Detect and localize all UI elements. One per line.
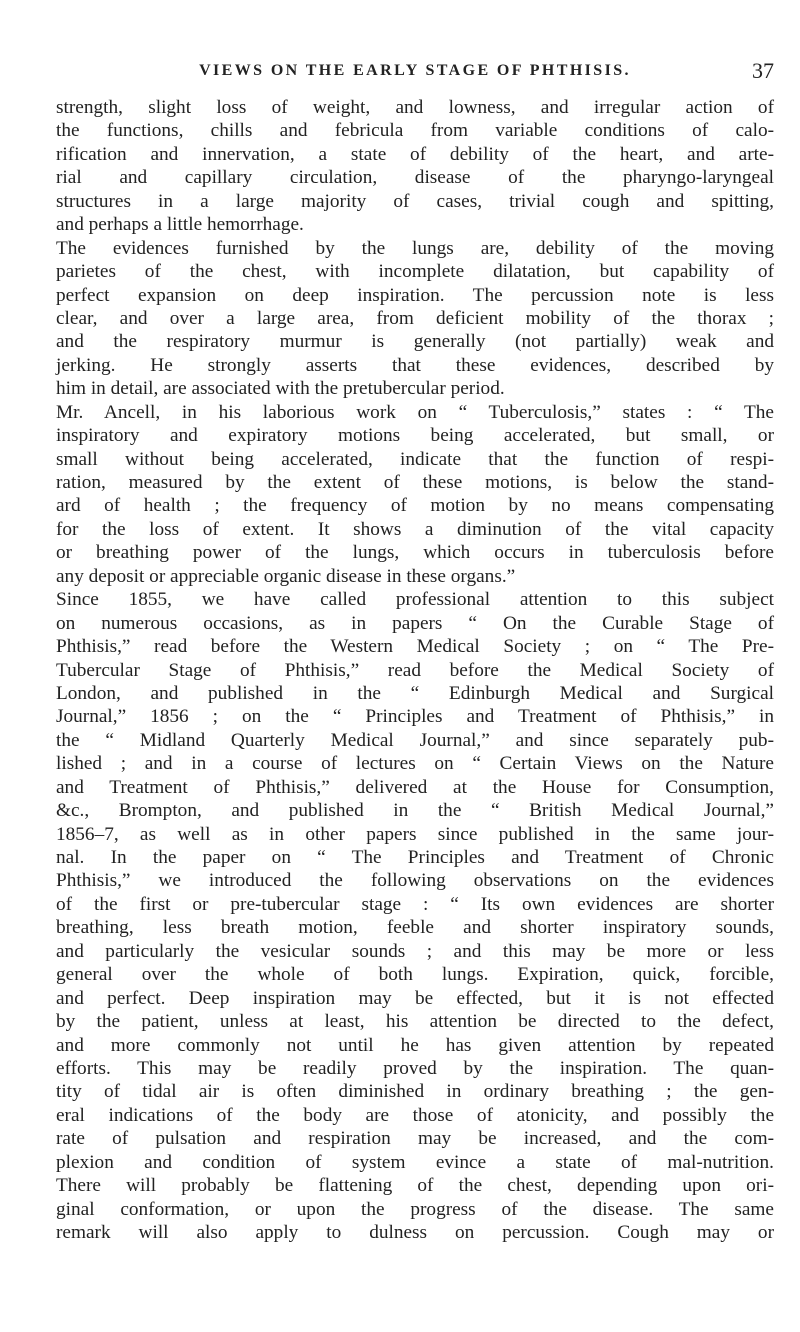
- running-head: VIEWS ON THE EARLY STAGE OF PHTHISIS.: [199, 62, 631, 79]
- text-line: Phthisis,” read before the Western Medical Society ; on “ The Pre-: [56, 636, 774, 658]
- text-line: rial and capillary circulation, disease of the pharyngo-laryngeal: [56, 167, 774, 189]
- text-line: parietes of the chest, with incomplete dilatation, but capability of: [56, 261, 774, 283]
- text-line: tity of tidal air is often diminished in ordinary breathing ; the gen-: [56, 1081, 774, 1103]
- text-line: and the respiratory murmur is generally (not partially) weak and: [56, 331, 774, 353]
- text-line: him in detail, are associated with the pretubercular period.: [56, 378, 505, 400]
- text-line: and perfect. Deep inspiration may be effected, but it is not effected: [56, 987, 774, 1009]
- text-line: structures in a large majority of cases, trivial cough and spitting,: [56, 190, 774, 212]
- text-line: small without being accelerated, indicate that the function of respi-: [56, 448, 774, 470]
- text-line: any deposit or appreciable organic disease in these organs.”: [56, 565, 516, 587]
- text-line: the “ Midland Quarterly Medical Journal,” and since separately pub-: [56, 729, 774, 751]
- text-line: inspiratory and expiratory motions being accelerated, but small, or: [56, 425, 774, 447]
- page-header: [56, 58, 774, 86]
- text-line: Mr. Ancell, in his laborious work on “ Tuberculosis,” states : “ The: [56, 401, 774, 423]
- text-line: jerking. He strongly asserts that these evidences, described by: [56, 354, 774, 376]
- text-line: by the patient, unless at least, his attention be directed to the defect,: [56, 1011, 774, 1033]
- page-number: 37: [752, 58, 774, 83]
- text-line: ginal conformation, or upon the progress of the disease. The same: [56, 1198, 774, 1220]
- text-line: efforts. This may be readily proved by the inspiration. The quan-: [56, 1057, 774, 1079]
- text-line: Phthisis,” we introduced the following observations on the evidences: [56, 870, 774, 892]
- text-line: Since 1855, we have called professional attention to this subject: [56, 589, 774, 611]
- text-line: on numerous occasions, as in papers “ On the Curable Stage of: [56, 612, 774, 634]
- text-line: eral indications of the body are those of atonicity, and possibly the: [56, 1104, 774, 1126]
- text-line: ard of health ; the frequency of motion by no means compensating: [56, 495, 774, 517]
- text-line: and particularly the vesicular sounds ; and this may be more or less: [56, 940, 774, 962]
- text-line: There will probably be flattening of the chest, depending upon ori-: [56, 1175, 774, 1197]
- text-line: and Treatment of Phthisis,” delivered at the House for Consumption,: [56, 776, 774, 798]
- body-text: [56, 96, 774, 1244]
- text-line: and perhaps a little hemorrhage.: [56, 214, 304, 236]
- text-line: rification and innervation, a state of debility of the heart, and arte-: [56, 143, 774, 165]
- text-line: and more commonly not until he has given attention by repeated: [56, 1034, 774, 1056]
- text-line: remark will also apply to dulness on percussion. Cough may or: [56, 1222, 774, 1243]
- text-line: clear, and over a large area, from deficient mobility of the thorax ;: [56, 307, 774, 329]
- text-line: Journal,” 1856 ; on the “ Principles and Treatment of Phthisis,” in: [56, 706, 774, 728]
- text-line: strength, slight loss of weight, and lowness, and irregular action of: [56, 97, 774, 118]
- text-line: ration, measured by the extent of these motions, is below the stand-: [56, 472, 774, 493]
- text-line: nal. In the paper on “ The Principles and Treatment of Chronic: [56, 847, 774, 868]
- text-line: Tubercular Stage of Phthisis,” read before the Medical Society of: [56, 659, 774, 681]
- text-line: for the loss of extent. It shows a diminution of the vital capacity: [56, 518, 774, 540]
- text-line: plexion and condition of system evince a state of mal-nutrition.: [56, 1151, 774, 1173]
- text-line: rate of pulsation and respiration may be increased, and the com-: [56, 1128, 774, 1150]
- text-line: 1856–7, as well as in other papers since published in the same jour-: [56, 823, 774, 845]
- text-line: of the first or pre-tubercular stage : “ Its own evidences are shorter: [56, 893, 774, 915]
- text-line: The evidences furnished by the lungs are, debility of the moving: [56, 237, 774, 259]
- text-line: London, and published in the “ Edinburgh Medical and Surgical: [56, 682, 774, 704]
- text-line: or breathing power of the lungs, which occurs in tuberculosis before: [56, 542, 774, 564]
- text-line: perfect expansion on deep inspiration. The percussion note is less: [56, 284, 774, 306]
- text-line: breathing, less breath motion, feeble and shorter inspiratory sounds,: [56, 917, 774, 939]
- text-line: &c., Brompton, and published in the “ British Medical Journal,”: [56, 800, 774, 822]
- text-line: lished ; and in a course of lectures on “ Certain Views on the Nature: [56, 753, 774, 775]
- text-line: general over the whole of both lungs. Expiration, quick, forcible,: [56, 964, 774, 986]
- text-line: the functions, chills and febricula from variable conditions of calo-: [56, 120, 774, 142]
